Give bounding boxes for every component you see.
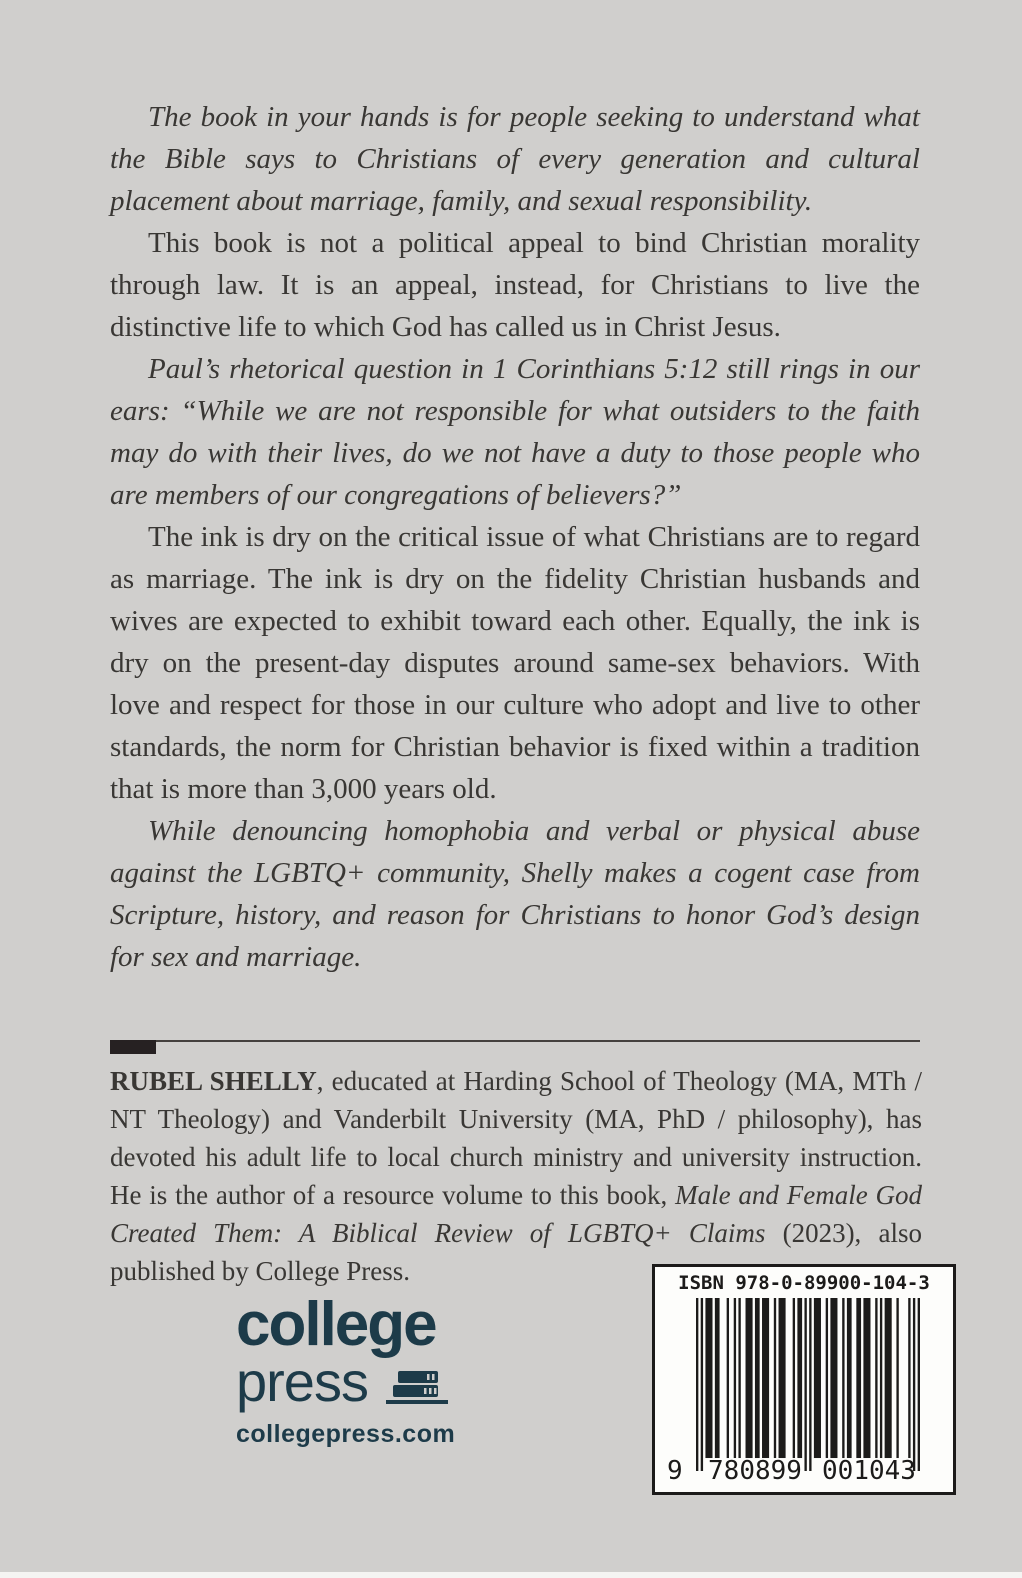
- author-bio: RUBEL SHELLY, educated at Harding School of Theology (MA, MTh / NT Theology) and Vanderbilt University (MA, PhD / philosophy), has devoted his adult life to local church ministry and university instruction. He is the author of a resource volume to this book, Male and Female God Created Them: A Biblical Review of LGBTQ+ Claims (2023), also published by College Press.: [110, 1066, 922, 1286]
- publisher-name-row: [236, 1350, 466, 1413]
- blurb-paragraph-4: The ink is dry on the critical issue of what Christians are to regard as marriage. The ink is dry on the fidelity Christian husbands and wives are expected to exhibit toward each other. Equally, the ink is dry on the present-day disputes around same-sex behaviors. With love and respect for those in our culture who adopt and live to other standards, the norm for Christian behavior is fixed within a tradition that is more than 3,000 years old.: [110, 521, 920, 805]
- barcode-digits-right: 001043: [822, 1456, 916, 1486]
- section-divider: [110, 1040, 920, 1054]
- book-stack-icon: [386, 1370, 448, 1404]
- publisher-name-press: press: [236, 1350, 368, 1413]
- isbn-barcode: [652, 1264, 956, 1495]
- divider-rule: [110, 1040, 920, 1042]
- blurb-paragraph-2: This book is not a political appeal to bind Christian morality through law. It is an appeal, instead, for Christians to live the distinctive life to which God has called us in Christ Jesus.: [110, 227, 920, 343]
- divider-block: [110, 1040, 156, 1054]
- publisher-name-college: college: [236, 1290, 436, 1359]
- blurb-paragraph-5: While denouncing homophobia and verbal or physical abuse against the LGBTQ+ community, Shelly makes a cogent case from Scripture, history, and reason for Christians to honor God’s design for sex and marriage.: [110, 815, 920, 973]
- barcode-bars: [696, 1298, 920, 1471]
- publisher-website: collegepress.com: [236, 1420, 456, 1448]
- barcode-digits-left: 780899: [708, 1456, 802, 1486]
- publisher-logo: [236, 1290, 466, 1449]
- page-bottom-edge: [0, 1572, 1022, 1578]
- barcode-digit-first: 9: [667, 1456, 683, 1486]
- isbn-number-label: ISBN 978-0-89900-104-3: [678, 1272, 930, 1294]
- blurb-paragraph-3: Paul’s rhetorical question in 1 Corinthians 5:12 still rings in our ears: “While we are not responsible for what outsiders to the faith may do with their lives, do we not have a duty to those people who are members of our congregations of believers?”: [110, 353, 920, 511]
- blurb-paragraph-1: The book in your hands is for people seeking to understand what the Bible says to Christians of every generation and cultural placement about marriage, family, and sexual responsibility.: [110, 101, 920, 217]
- back-cover-blurb: [110, 96, 920, 978]
